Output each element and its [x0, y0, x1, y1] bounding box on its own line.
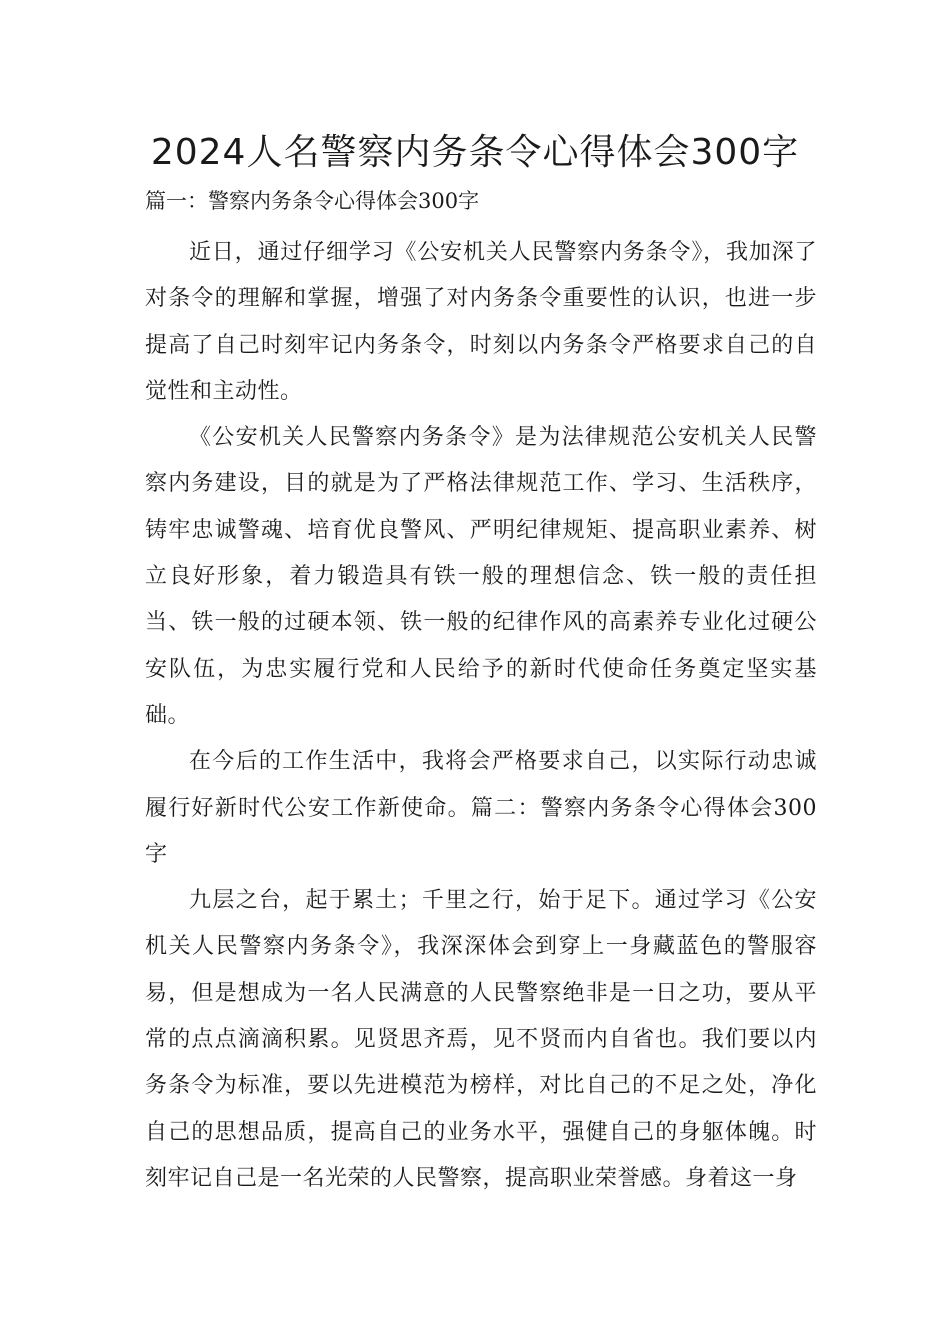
paragraph-2: 《公安机关人民警察内务条令》是为法律规范公安机关人民警察内务建设，目的就是为了严格法律规范工作、学习、生活秩序，铸牢忠诚警魂、培育优良警风、严明纪律规矩、提高职业素养、树立良好形象，着力锻造具有铁一般的理想信念、铁一般的责任担当、铁一般的过硬本领、铁一般的纪律作风的高素养专业化过硬公安队伍，为忠实履行党和人民给予的新时代使命任务奠定坚实基础。	[145, 425, 817, 728]
paragraph-1: 近日，通过仔细学习《公安机关人民警察内务条令》，我加深了对条令的理解和掌握，增强了对内务条令重要性的认识，也进一步提高了自己时刻牢记内务条令，时刻以内务条令严格要求自己的自觉性和主动性。	[145, 240, 817, 404]
document-body	[145, 230, 817, 1202]
document-title: 2024人名警察内务条令心得体会300字	[150, 132, 800, 173]
paragraph-3: 在今后的工作生活中，我将会严格要求自己，以实际行动忠诚履行好新时代公安工作新使命。篇二：警察内务条令心得体会300字	[145, 749, 817, 867]
section-heading: 篇一：警察内务条令心得体会300字	[145, 189, 480, 213]
paragraph-4: 九层之台，起于累土；千里之行，始于足下。通过学习《公安机关人民警察内务条令》，我深深体会到穿上一身藏蓝色的警服容易，但是想成为一名人民满意的人民警察绝非是一日之功，要从平常的点点滴滴积累。见贤思齐焉，见不贤而内自省也。我们要以内务条令为标准，要以先进模范为榜样，对比自己的不足之处，净化自己的思想品质，提高自己的业务水平，强健自己的身躯体魄。时刻牢记自己是一名光荣的人民警察，提高职业荣誉感。身着这一身	[145, 888, 817, 1191]
